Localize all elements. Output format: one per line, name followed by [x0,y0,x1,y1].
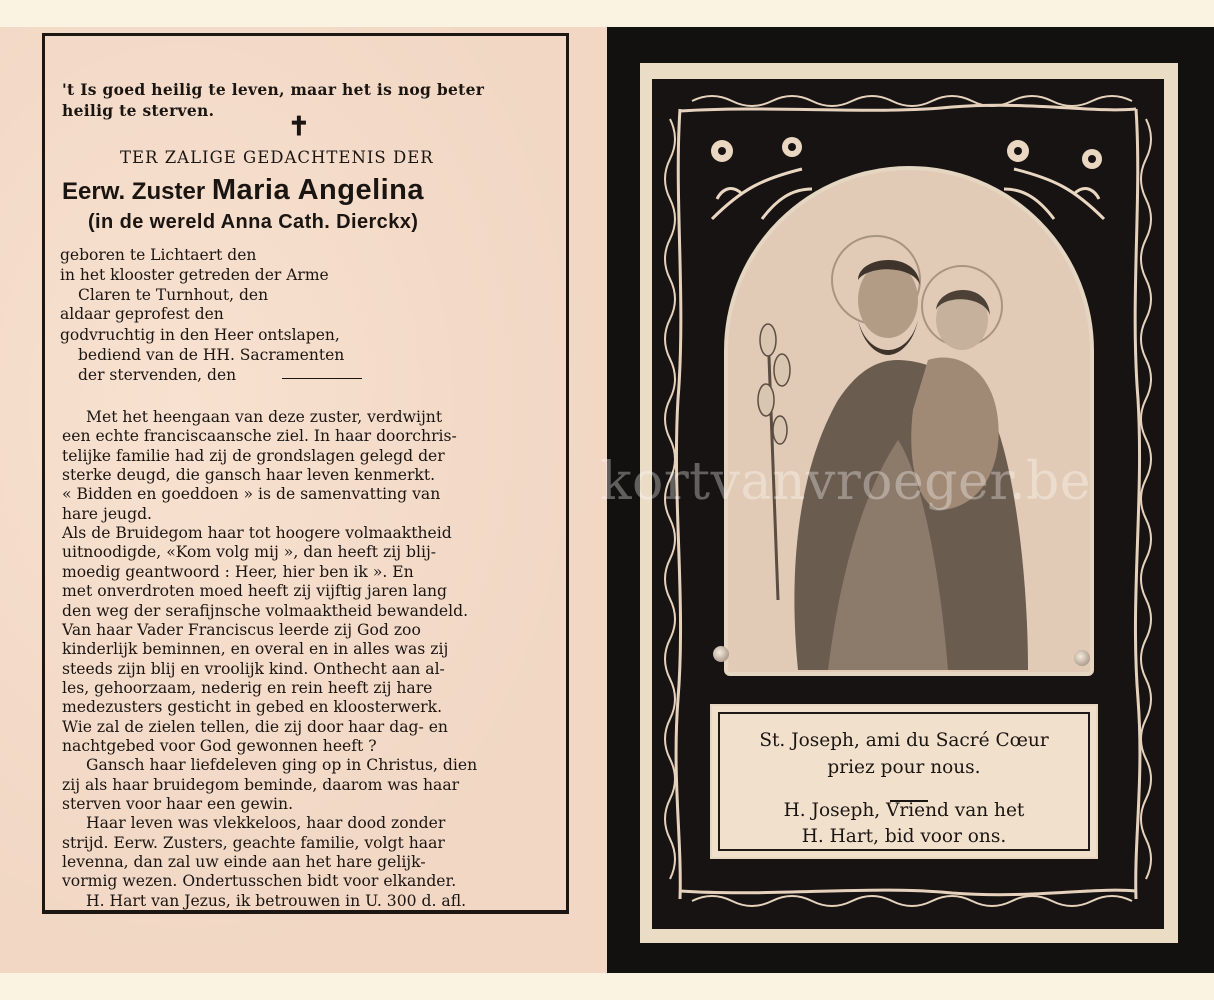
saint-image-arch [724,166,1094,676]
eulogy-line: met onverdroten moed heeft zij vijftig jaren lang [62,582,448,601]
eulogy-line: Gansch haar liefdeleven ging op in Christus, dien [86,756,478,775]
eulogy-line: Met het heengaan van deze zuster, verdwijnt [86,408,443,426]
world-name: (in de wereld Anna Cath. Dierckx) [88,211,419,233]
eulogy-line: les, gehoorzaam, nederig en rein heeft zij hare [62,678,433,697]
ornament-stud-left [713,646,729,662]
biography-label: der stervenden, den [78,366,237,384]
prayer-fr-line-2: priez pour nous. [827,757,981,778]
prayer-frame [718,712,1090,851]
deceased-name [62,174,424,207]
biography-label: aldaar geprofest den [60,305,224,323]
biography-label: bediend van de HH. Sacramenten [78,346,345,364]
eulogy-line: Haar leven was vlekkeloos, haar dood zonder [86,814,446,833]
watermark: kortvanvroeger.be [600,452,1092,512]
cross-icon: ✝ [288,112,310,142]
eulogy-line: steeds zijn blij en vroolijk kind. Onthecht aan al- [62,659,445,678]
biography-label: godvruchtig in den Heer ontslapen, [60,326,340,344]
eulogy-line: moedig geantwoord : Heer, hier ben ik ». En [62,562,414,581]
eulogy-line: levenna, dan zal uw einde aan het hare gelijk- [62,853,426,872]
prayer-nl-line-1: H. Joseph, Vriend van het [783,800,1025,821]
eulogy-line: strijd. Eerw. Zusters, geachte familie, volgt haar [62,833,445,852]
eulogy-line: Van haar Vader Franciscus leerde zij God zoo [62,620,421,639]
eulogy-line: Als de Bruidegom haar tot hoogere volmaaktheid [62,524,452,543]
motto-line-1: 't Is goed heilig te leven, maar het is nog beter [62,80,485,99]
prayer-box [710,704,1098,859]
religious-name: Maria Angelina [211,174,425,206]
biography-label: Claren te Turnhout, den [78,286,269,304]
eulogy-line: telijke familie had zij de grondslagen gelegd der [62,446,445,465]
date-dash [282,378,362,379]
eulogy-line: nachtgebed voor God gewonnen heeft ? [62,736,377,755]
eulogy-line: « Bidden en goeddoen » is de samenvatting van [62,485,441,504]
eulogy-line: medezusters gesticht in gebed en kloosterwerk. [62,698,443,717]
biography-label: geboren te Lichtaert den [60,246,257,264]
prayer-fr-line-1: St. Joseph, ami du Sacré Cœur [759,730,1049,751]
eulogy-line: een echte franciscaansche ziel. In haar doorchris- [62,427,457,446]
eulogy-line: vormig wezen. Ondertusschen bidt voor elkander. [62,872,457,891]
eulogy-line: H. Hart van Jezus, ik betrouwen in U. 300 d. afl. [86,891,467,910]
eulogy-line: sterven voor haar een gewin. [62,795,294,813]
eulogy-line: zij als haar bruidegom beminde, daarom was haar [62,775,460,794]
ornament-stud-right [1074,650,1090,666]
eulogy-line: kinderlijk beminnen, en overal en in alles was zij [62,640,449,659]
st-joseph-with-child-icon [728,170,1090,672]
eulogy-line: sterke deugd, die gansch haar leven kenmerkt. [62,466,436,485]
motto-line-2: heilig te sterven. [62,101,215,120]
biography-label: in het klooster getreden der Arme [60,266,329,284]
eulogy-line: hare jeugd. [62,504,153,523]
prayer-nl-line-2: H. Hart, bid voor ons. [801,826,1007,847]
eulogy-line: den weg der serafijnsche volmaaktheid bewandeld. [62,601,469,620]
frame-bottom-rule [42,910,569,914]
eulogy-line: Wie zal de zielen tellen, die zij door haar dag- en [62,717,448,736]
title-prefix: Eerw. Zuster [62,178,206,205]
eulogy-line: uitnoodigde, «Kom volg mij », dan heeft zij blij- [62,543,437,562]
memory-heading: TER ZALIGE GEDACHTENIS DER [120,148,434,167]
